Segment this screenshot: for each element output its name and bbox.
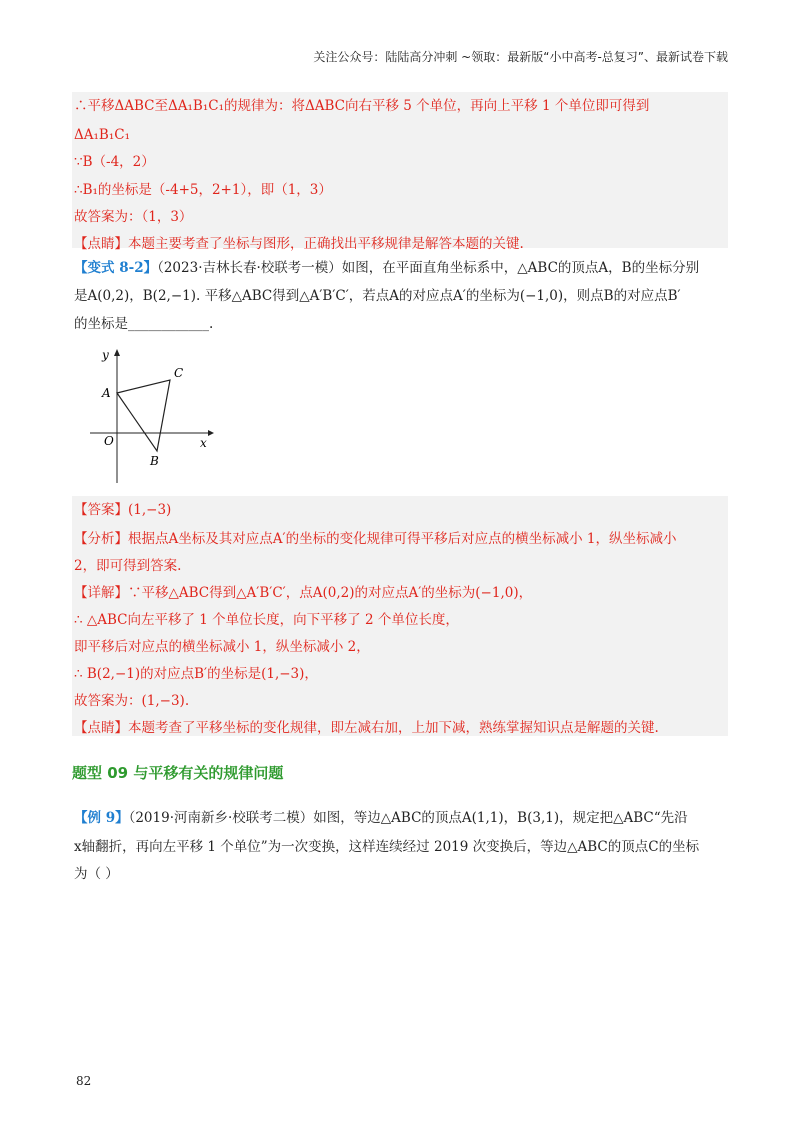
dianjing-1 bbox=[74, 234, 524, 254]
point-a-label: A bbox=[102, 386, 111, 400]
solution-line-3: ∵B（-4，2） bbox=[74, 154, 155, 170]
variant-line-1 bbox=[74, 258, 699, 278]
detail-line-5: 故答案为：(1,−3). bbox=[74, 693, 190, 709]
detail-line-4: ∴ B(2,−1)的对应点B′的坐标是(1,−3)， bbox=[74, 666, 318, 682]
origin-label: O bbox=[104, 434, 114, 448]
coordinate-figure bbox=[90, 345, 220, 485]
variant-text-1: （2023·吉林长春·校联考一模）如图，在平面直角坐标系中，△ABC的顶点A，B的坐标分别 bbox=[157, 260, 700, 276]
answer-text: (1,−3) bbox=[128, 502, 172, 518]
analysis-label: 【分析】 bbox=[74, 531, 128, 547]
answer-line bbox=[74, 500, 171, 520]
example-line-3: 为（ ） bbox=[74, 866, 119, 882]
detail-text-1: ∵平移△ABC得到△A′B′C′，点A(0,2)的对应点A′的坐标为(−1,0)， bbox=[128, 585, 533, 601]
example-line-2: x轴翻折，再向左平移 1 个单位”为一次变换，这样连续经过 2019 次变换后，等边△ABC的顶点C的坐标 bbox=[74, 839, 700, 855]
answer-label: 【答案】 bbox=[74, 502, 128, 518]
detail-line-3: 即平移后对应点的横坐标减小 1，纵坐标减小 2， bbox=[74, 639, 370, 655]
section-title: 题型 09 与平移有关的规律问题 bbox=[72, 764, 284, 782]
solution-line-2: ΔA₁B₁C₁ bbox=[74, 127, 130, 143]
page-header: 关注公众号：陆陆高分冲刺 ~领取：最新版“小中高考-总复习”、最新试卷下载 bbox=[313, 50, 728, 64]
dianjing-2-label: 【点睛】 bbox=[74, 720, 128, 736]
dianjing-text: 本题主要考查了坐标与图形，正确找出平移规律是解答本题的关键. bbox=[128, 236, 524, 252]
variant-line-3: 的坐标是____________. bbox=[74, 316, 214, 332]
dianjing-label: 【点睛】 bbox=[74, 236, 128, 252]
detail-line-1 bbox=[74, 583, 532, 603]
y-axis-arrow bbox=[114, 349, 120, 356]
x-label: x bbox=[200, 436, 207, 450]
y-label: y bbox=[102, 348, 109, 362]
point-c-label: C bbox=[174, 366, 184, 380]
point-b-label: B bbox=[150, 454, 159, 468]
solution-line-1: ∴平移ΔABC至ΔA₁B₁C₁的规律为：将ΔABC向右平移 5 个单位，再向上平移 1 个单位即可得到 bbox=[74, 98, 650, 114]
page-number: 82 bbox=[76, 1074, 92, 1088]
detail-label: 【详解】 bbox=[74, 585, 128, 601]
triangle-abc bbox=[117, 380, 170, 451]
solution-line-5: 故答案为：（1，3） bbox=[74, 209, 193, 225]
solution-line-4: ∴B₁的坐标是（-4+5，2+1），即（1，3） bbox=[74, 182, 332, 198]
detail-line-2: ∴ △ABC向左平移了 1 个单位长度，向下平移了 2 个单位长度， bbox=[74, 612, 459, 628]
dianjing-2 bbox=[74, 718, 659, 738]
example-label: 【例 9】 bbox=[74, 810, 129, 826]
dianjing-2-text: 本题考查了平移坐标的变化规律，即左减右加，上加下减，熟练掌握知识点是解题的关键. bbox=[128, 720, 659, 736]
example-text-1: （2019·河南新乡·校联考二模）如图，等边△ABC的顶点A(1,1)，B(3,1)，规定把△ABC“先沿 bbox=[128, 810, 688, 826]
analysis-line-2: 2，即可得到答案. bbox=[74, 558, 182, 574]
x-axis-arrow bbox=[208, 430, 214, 436]
analysis-line-1 bbox=[74, 529, 676, 549]
analysis-text-1: 根据点A坐标及其对应点A′的坐标的变化规律可得平移后对应点的横坐标减小 1，纵坐标减小 bbox=[128, 531, 677, 547]
example-line-1 bbox=[74, 808, 688, 828]
variant-line-2: 是A(0,2)，B(2,−1). 平移△ABC得到△A′B′C′，若点A的对应点A′的坐标为(−1,0)，则点B的对应点B′ bbox=[74, 288, 681, 304]
variant-label: 【变式 8-2】 bbox=[74, 260, 158, 276]
